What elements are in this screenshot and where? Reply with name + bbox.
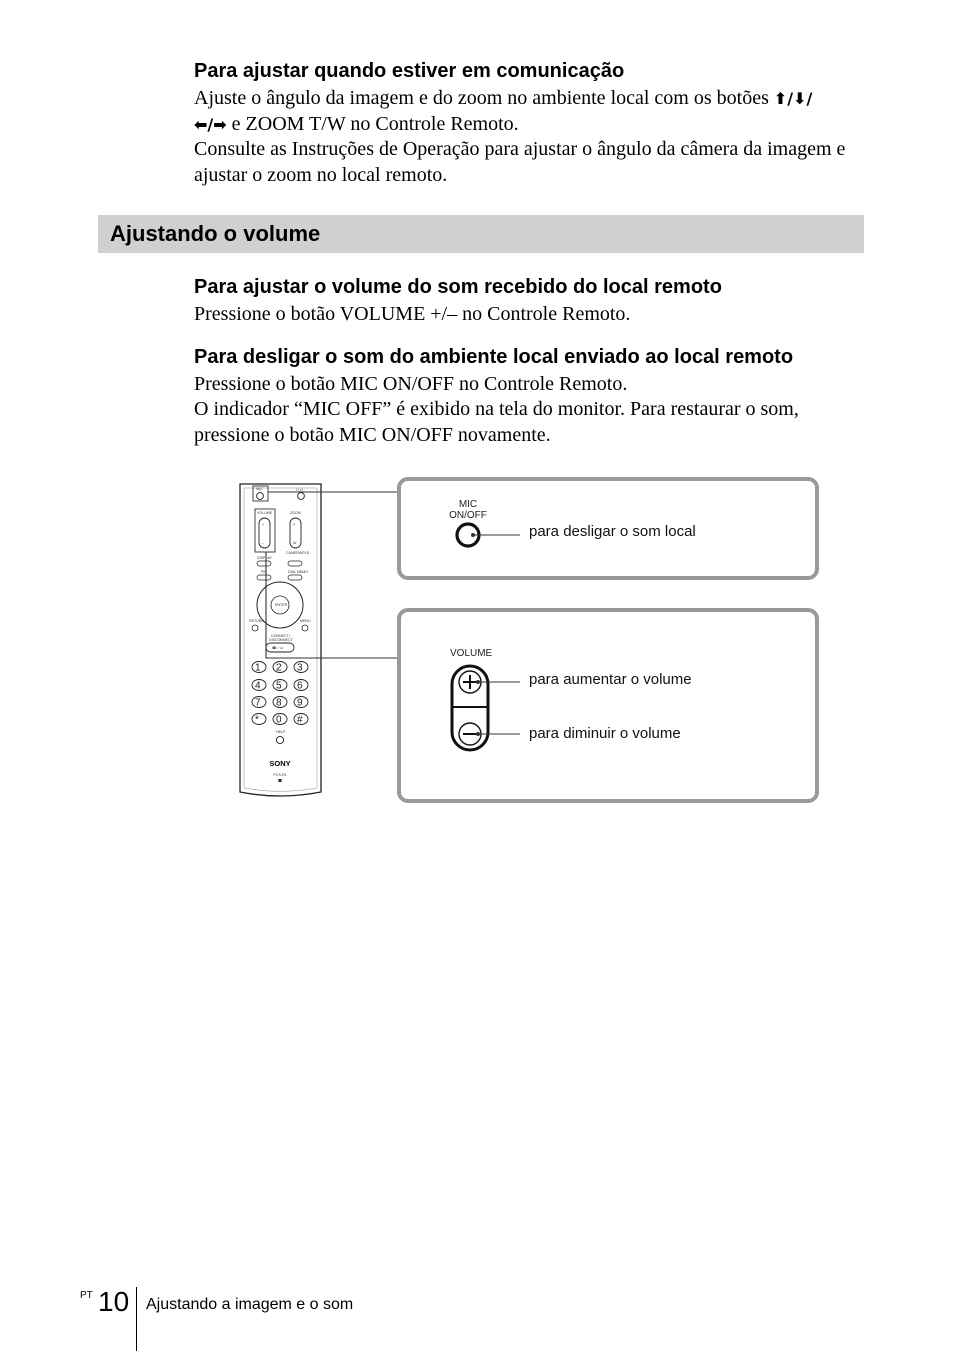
mute-text-1: Pressione o botão MIC ON/OFF no Controle Remoto. [194, 373, 628, 395]
svg-text:CONNECT/: CONNECT/ [271, 634, 290, 638]
intro-heading: Para ajustar quando estiver em comunicação [194, 60, 625, 82]
intro-paragraph-2: Consulte as Instruções de Operação para ajustar o ângulo da câmera da imagem e ajustar o zoom no local remoto. [194, 138, 846, 186]
remote-brand: SONY [269, 759, 291, 768]
key-4: 4 [255, 680, 261, 692]
key-hash: # [297, 714, 303, 726]
arrow-up-down-icon: ⬆/⬇/ [773, 89, 813, 108]
svg-text:–: – [262, 541, 264, 545]
volume-label: VOLUME [450, 648, 493, 659]
key-8: 8 [276, 697, 282, 709]
section-title: Ajustando o volume [110, 221, 321, 246]
intro-line1: Ajuste o ângulo da imagem e do zoom no ambiente local com os botões [194, 87, 774, 109]
mic-label-line1: MIC [458, 499, 478, 510]
svg-text:DIAL MEMO: DIAL MEMO [288, 570, 309, 574]
svg-text:+: + [262, 523, 265, 527]
svg-text:W: W [293, 541, 297, 545]
svg-text:MIC: MIC [256, 487, 263, 491]
volume-up-caption: para aumentar o volume [529, 671, 692, 688]
key-6: 6 [297, 680, 303, 692]
footer-divider [136, 1287, 137, 1351]
svg-text:VOLUME: VOLUME [257, 511, 273, 515]
mic-caption: para desligar o som local [529, 523, 696, 540]
key-1: 1 [255, 662, 261, 674]
footer-language: PT [80, 1290, 93, 1301]
svg-text:HELP: HELP [276, 730, 286, 734]
volume-text: Pressione o botão VOLUME +/– no Controle Remoto. [194, 303, 631, 325]
key-7: 7 [255, 697, 261, 709]
mic-label-line2: ON/OFF [449, 510, 487, 521]
key-star: * [255, 714, 259, 726]
key-9: 9 [297, 697, 303, 709]
remote-model: PCS-R1 [273, 773, 287, 777]
volume-heading: Para ajustar o volume do som recebido do local remoto [194, 276, 722, 298]
arrow-left-right-icon: ⬅/➡ [194, 114, 227, 134]
intro-line2: e ZOOM T/W no Controle Remoto. [226, 112, 519, 135]
svg-text:☎ / ☏: ☎ / ☏ [272, 646, 284, 650]
svg-text:ZOOM: ZOOM [290, 511, 301, 515]
svg-text:CAMERA/PLD: CAMERA/PLD [286, 551, 310, 555]
remote-control [240, 484, 321, 796]
key-0: 0 [276, 714, 282, 726]
svg-text:PIP: PIP [261, 570, 267, 574]
svg-text:DISPLAY: DISPLAY [257, 556, 272, 560]
svg-text:DISCONNECT: DISCONNECT [269, 638, 293, 642]
footer-page-number: 10 [98, 1286, 130, 1317]
footer-chapter-title: Ajustando a imagem e o som [146, 1296, 354, 1313]
svg-text:I / ⏻: I / ⏻ [296, 488, 303, 492]
svg-text:MENU: MENU [300, 619, 311, 623]
volume-down-caption: para diminuir o volume [529, 725, 681, 742]
key-2: 2 [276, 662, 282, 674]
svg-text:T: T [293, 523, 296, 527]
key-3: 3 [297, 662, 303, 674]
svg-text:RETURN: RETURN [249, 619, 264, 623]
key-5: 5 [276, 680, 282, 692]
svg-text:ENTER: ENTER [275, 603, 288, 607]
mute-heading: Para desligar o som do ambiente local enviado ao local remoto [194, 346, 794, 368]
mute-text-2: O indicador “MIC OFF” é exibido na tela do monitor. Para restaurar o som, pressione o botão MIC ON/OFF novamente. [194, 398, 799, 446]
